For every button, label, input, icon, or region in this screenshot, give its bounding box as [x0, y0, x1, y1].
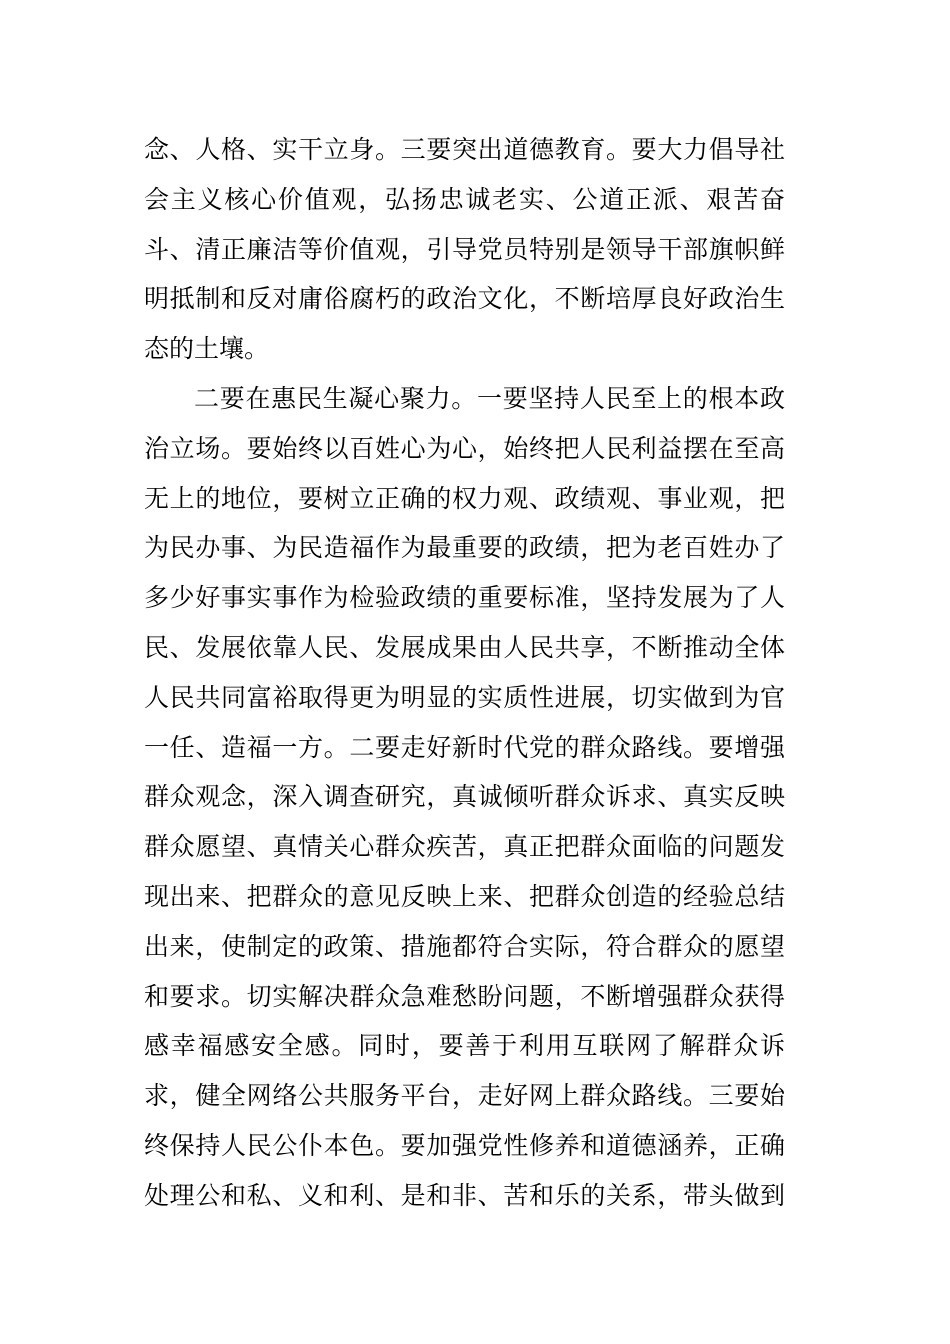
text-line: 和要求。切实解决群众急难愁盼问题，不断增强群众获得 [144, 982, 785, 1011]
text-line: 人民共同富裕取得更为明显的实质性进展，切实做到为官 [144, 683, 785, 712]
text-line: 治立场。要始终以百姓心为心，始终把人民利益摆在至高 [144, 434, 785, 463]
text-line: 会主义核心价值观，弘扬忠诚老实、公道正派、艰苦奋 [144, 185, 785, 214]
text-line: 感幸福感安全感。同时，要善于利用互联网了解群众诉 [144, 1032, 785, 1061]
text-line: 求，健全网络公共服务平台，走好网上群众路线。三要始 [144, 1082, 785, 1111]
text-line: 态的土壤。 [144, 335, 270, 364]
text-line: 处理公和私、义和利、是和非、苦和乐的关系，带头做到 [144, 1181, 785, 1210]
text-line: 多少好事实事作为检验政绩的重要标准，坚持发展为了人 [144, 584, 785, 613]
text-line: 出来，使制定的政策、措施都符合实际，符合群众的愿望 [144, 932, 785, 961]
document-body [144, 126, 785, 1222]
text-line: 念、人格、实干立身。三要突出道德教育。要大力倡导社 [144, 136, 785, 164]
text-line: 斗、清正廉洁等价值观，引导党员特别是领导干部旗帜鲜 [144, 235, 785, 264]
text-line: 二要在惠民生凝心聚力。一要坚持人民至上的根本政 [194, 384, 785, 413]
text-line: 一任、造福一方。二要走好新时代党的群众路线。要增强 [144, 733, 785, 762]
text-line: 民、发展依靠人民、发展成果由人民共享，不断推动全体 [144, 633, 785, 662]
text-line: 无上的地位，要树立正确的权力观、政绩观、事业观，把 [144, 484, 785, 513]
text-line: 明抵制和反对庸俗腐朽的政治文化，不断培厚良好政治生 [144, 285, 785, 314]
text-line: 现出来、把群众的意见反映上来、把群众创造的经验总结 [144, 882, 785, 911]
text-line: 终保持人民公仆本色。要加强党性修养和道德涵养，正确 [144, 1131, 785, 1160]
text-line: 群众愿望、真情关心群众疾苦，真正把群众面临的问题发 [144, 833, 785, 862]
text-line: 为民办事、为民造福作为最重要的政绩，把为老百姓办了 [144, 534, 785, 563]
text-line: 群众观念，深入调查研究，真诚倾听群众诉求、真实反映 [144, 783, 785, 812]
